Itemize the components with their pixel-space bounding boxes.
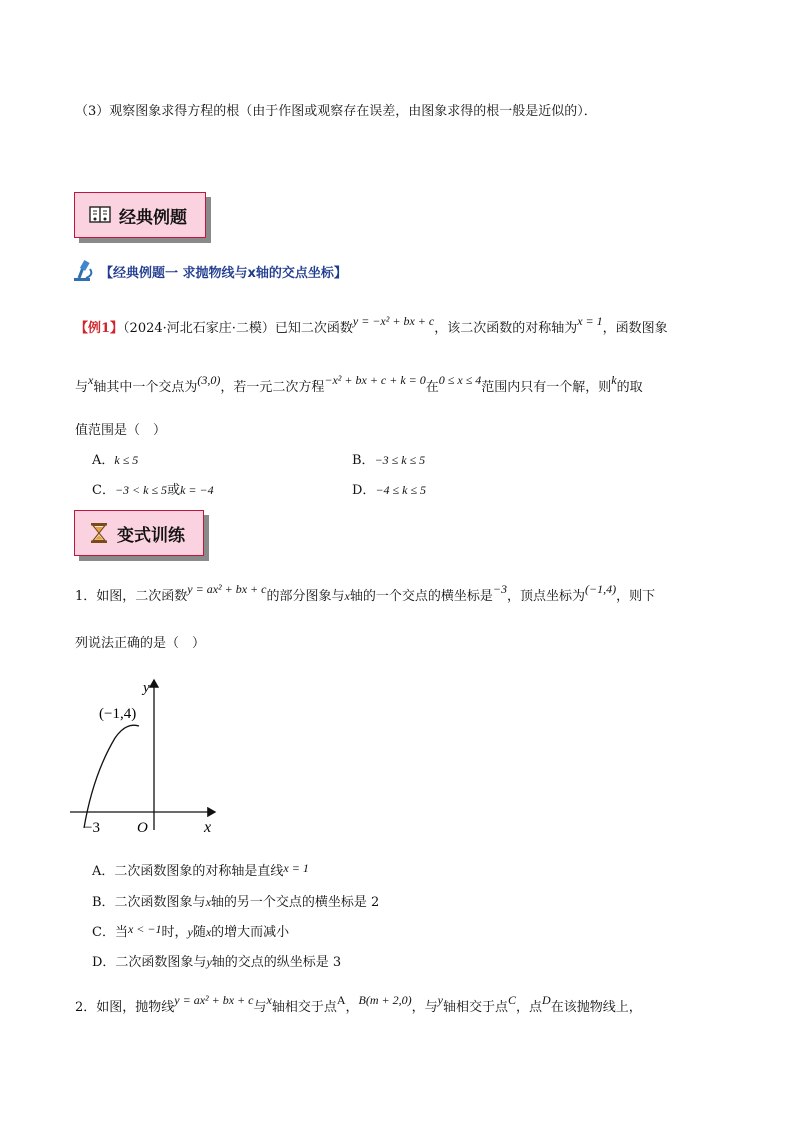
- option-a[interactable]: [92, 449, 138, 468]
- question-text: ，与: [411, 1000, 438, 1015]
- question-text: 2．如图，抛物线: [75, 1000, 175, 1015]
- vertex-label: (−1,4): [99, 706, 137, 722]
- option-formula: x: [205, 895, 211, 909]
- x-axis-label: x: [204, 819, 212, 836]
- formula: (−1,4): [584, 582, 617, 596]
- option-text: 的增大而减小: [211, 925, 290, 940]
- option-formula: x: [205, 925, 212, 939]
- q1-option-c[interactable]: [92, 921, 289, 940]
- parabola-graph: [70, 670, 230, 840]
- option-text: A．二次函数图象的对称轴是直线: [92, 864, 284, 879]
- banner-label: 变式训练: [117, 525, 185, 546]
- option-formula: x = 1: [283, 861, 309, 875]
- q1-option-d[interactable]: [92, 951, 341, 970]
- section-label: 【经典例题一 求抛物线与x轴的交点坐标】: [100, 265, 347, 281]
- example-text: 轴其中一个交点为: [93, 380, 198, 395]
- option-letter: D．: [352, 483, 376, 498]
- formula: x = 1: [577, 314, 603, 328]
- formula: −x² + bx + c + k = 0: [324, 373, 426, 387]
- question-text: 1．如图，二次函数: [75, 589, 188, 604]
- option-formula: k ≤ 5: [114, 453, 139, 467]
- formula: y = ax² + bx + c: [174, 993, 254, 1007]
- q1-option-a[interactable]: [92, 860, 309, 879]
- option-letter: C．: [92, 483, 115, 498]
- question-text: 轴的一个交点的横坐标是: [349, 589, 493, 604]
- example-line-1: [75, 314, 668, 336]
- question-1-line-2: 列说法正确的是（ ）: [75, 636, 206, 651]
- option-formula: −4 ≤ k ≤ 5: [375, 483, 427, 497]
- option-text: 时，: [161, 925, 188, 940]
- example-tag: 【例1】: [75, 321, 124, 336]
- hourglass-icon: [89, 522, 109, 544]
- question-text: 与: [253, 1000, 267, 1015]
- section-header: [72, 259, 347, 283]
- book-icon: [89, 205, 111, 225]
- formula: B(m + 2,0): [358, 993, 412, 1007]
- example-text: ，若一元二次方程: [220, 380, 325, 395]
- example-text: 的取: [616, 380, 643, 395]
- formula: y = ax² + bx + c: [187, 582, 267, 596]
- option-letter: B．: [352, 453, 375, 468]
- question-text: ，则下: [616, 589, 656, 604]
- formula: C: [507, 993, 516, 1007]
- neg3-label: −3: [84, 820, 100, 836]
- example-line-3: 值范围是（ ）: [75, 423, 167, 438]
- formula: x: [88, 373, 94, 387]
- example-text: （2024·河北石家庄·二模）已知二次函数: [123, 321, 353, 336]
- option-text: B．二次函数图象与: [92, 895, 206, 910]
- banner-label: 经典例题: [119, 207, 187, 228]
- formula: y: [437, 993, 443, 1007]
- formula: k: [611, 373, 617, 387]
- example-text: 范围内只有一个解，则: [481, 380, 612, 395]
- formula: x: [266, 993, 272, 1007]
- option-text: C．当: [92, 925, 128, 940]
- formula: x: [344, 589, 350, 603]
- option-formula: −3 ≤ k ≤ 5: [374, 453, 426, 467]
- option-c[interactable]: [92, 479, 214, 498]
- banner-classic-examples: [74, 192, 206, 238]
- formula: 0 ≤ x ≤ 4: [438, 373, 482, 387]
- intro-text: （3）观察图象求得方程的根（由于作图或观察存在误差，由图象求得的根一般是近似的）．: [75, 104, 597, 119]
- example-text: ，该二次函数的对称轴为: [434, 321, 578, 336]
- formula: D: [542, 993, 551, 1007]
- option-text: 轴的另一个交点的横坐标是 2: [210, 895, 380, 910]
- formula: A: [336, 993, 346, 1007]
- example-text: 在: [425, 380, 439, 395]
- option-text: 随: [192, 925, 206, 940]
- option-d[interactable]: [352, 479, 426, 498]
- origin-label: O: [137, 820, 148, 836]
- question-text: ，点: [516, 1000, 543, 1015]
- question-text: 在该抛物线上，: [550, 1000, 642, 1015]
- example-text: ，函数图象: [602, 321, 668, 336]
- option-formula: y: [206, 955, 212, 969]
- banner-variant-training: [74, 510, 204, 556]
- question-text: ，顶点坐标为: [506, 589, 585, 604]
- option-formula: k = −4: [180, 483, 214, 497]
- question-2-line-1: [75, 993, 642, 1015]
- option-formula: −3 < k ≤ 5: [114, 483, 168, 497]
- option-text: D．二次函数图象与: [92, 955, 207, 970]
- question-1-line-1: [75, 582, 656, 604]
- option-formula: y: [187, 925, 193, 939]
- formula: (3,0): [197, 373, 221, 387]
- question-text: ，: [345, 1000, 359, 1015]
- question-text: 的部分图象与: [266, 589, 345, 604]
- option-text: 或: [167, 483, 181, 498]
- formula: y = −x² + bx + c: [352, 314, 435, 328]
- example-text: 与: [75, 380, 89, 395]
- question-text: 轴相交于点: [442, 1000, 508, 1015]
- option-text: 轴的交点的纵坐标是 3: [211, 955, 342, 970]
- formula: −3: [492, 582, 507, 596]
- option-b[interactable]: [352, 449, 425, 468]
- y-axis-label: y: [143, 680, 150, 696]
- example-line-2: [75, 373, 643, 395]
- q1-option-b[interactable]: [92, 891, 379, 910]
- option-letter: A．: [92, 453, 115, 468]
- question-text: 轴相交于点: [271, 1000, 337, 1015]
- microscope-icon: [72, 259, 98, 283]
- option-formula: x < −1: [127, 922, 162, 936]
